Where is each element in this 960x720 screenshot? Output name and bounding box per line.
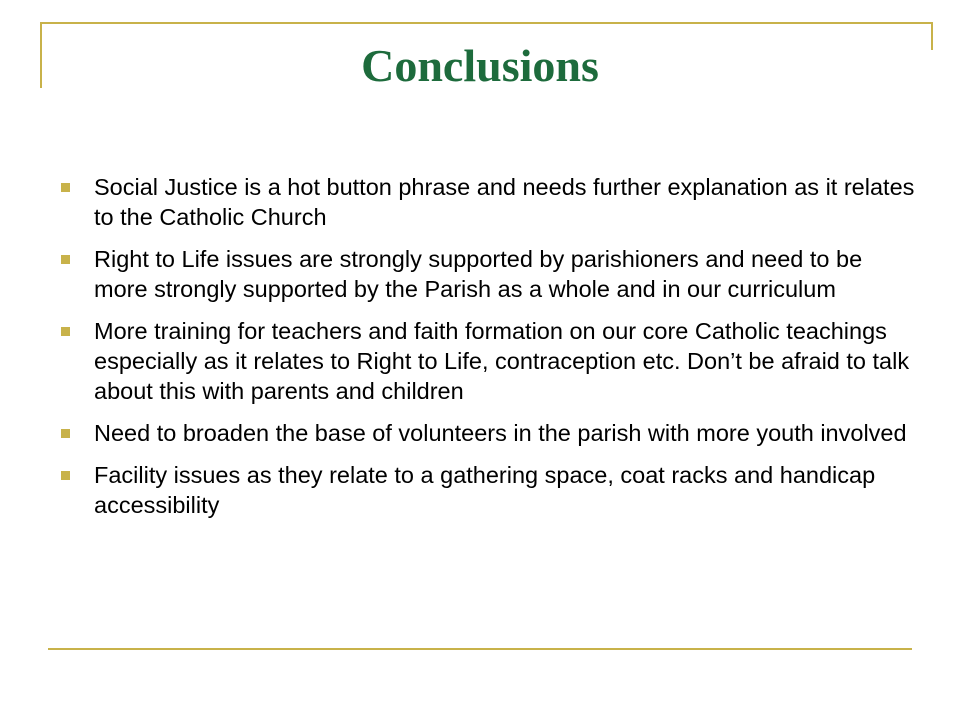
bullet-item: [58, 244, 918, 304]
square-bullet-icon: [61, 183, 70, 192]
bullet-text: Need to broaden the base of volunteers in the parish with more youth involved: [94, 420, 907, 446]
bullet-item: [58, 316, 918, 406]
bullet-text: Social Justice is a hot button phrase and needs further explanation as it relates to the Catholic Church: [94, 174, 915, 230]
square-bullet-icon: [61, 327, 70, 336]
bullet-item: [58, 172, 918, 232]
square-bullet-icon: [61, 471, 70, 480]
square-bullet-icon: [61, 255, 70, 264]
bullet-text: More training for teachers and faith formation on our core Catholic teachings especially as it relates to Right to Life, contraception etc. Don’t be afraid to talk about this with parents and children: [94, 318, 910, 404]
bullet-text: Right to Life issues are strongly supported by parishioners and need to be more strongly supported by the Parish as a whole and in our curriculum: [94, 246, 863, 302]
bullet-item: [58, 460, 918, 520]
bullet-item: [58, 418, 918, 448]
slide-title: Conclusions: [361, 40, 599, 91]
bottom-decorative-rule: [48, 648, 912, 650]
top-decorative-rule: [40, 22, 933, 24]
bullet-list: [58, 172, 918, 532]
square-bullet-icon: [61, 429, 70, 438]
bullet-text: Facility issues as they relate to a gathering space, coat racks and handicap accessibility: [94, 462, 876, 518]
